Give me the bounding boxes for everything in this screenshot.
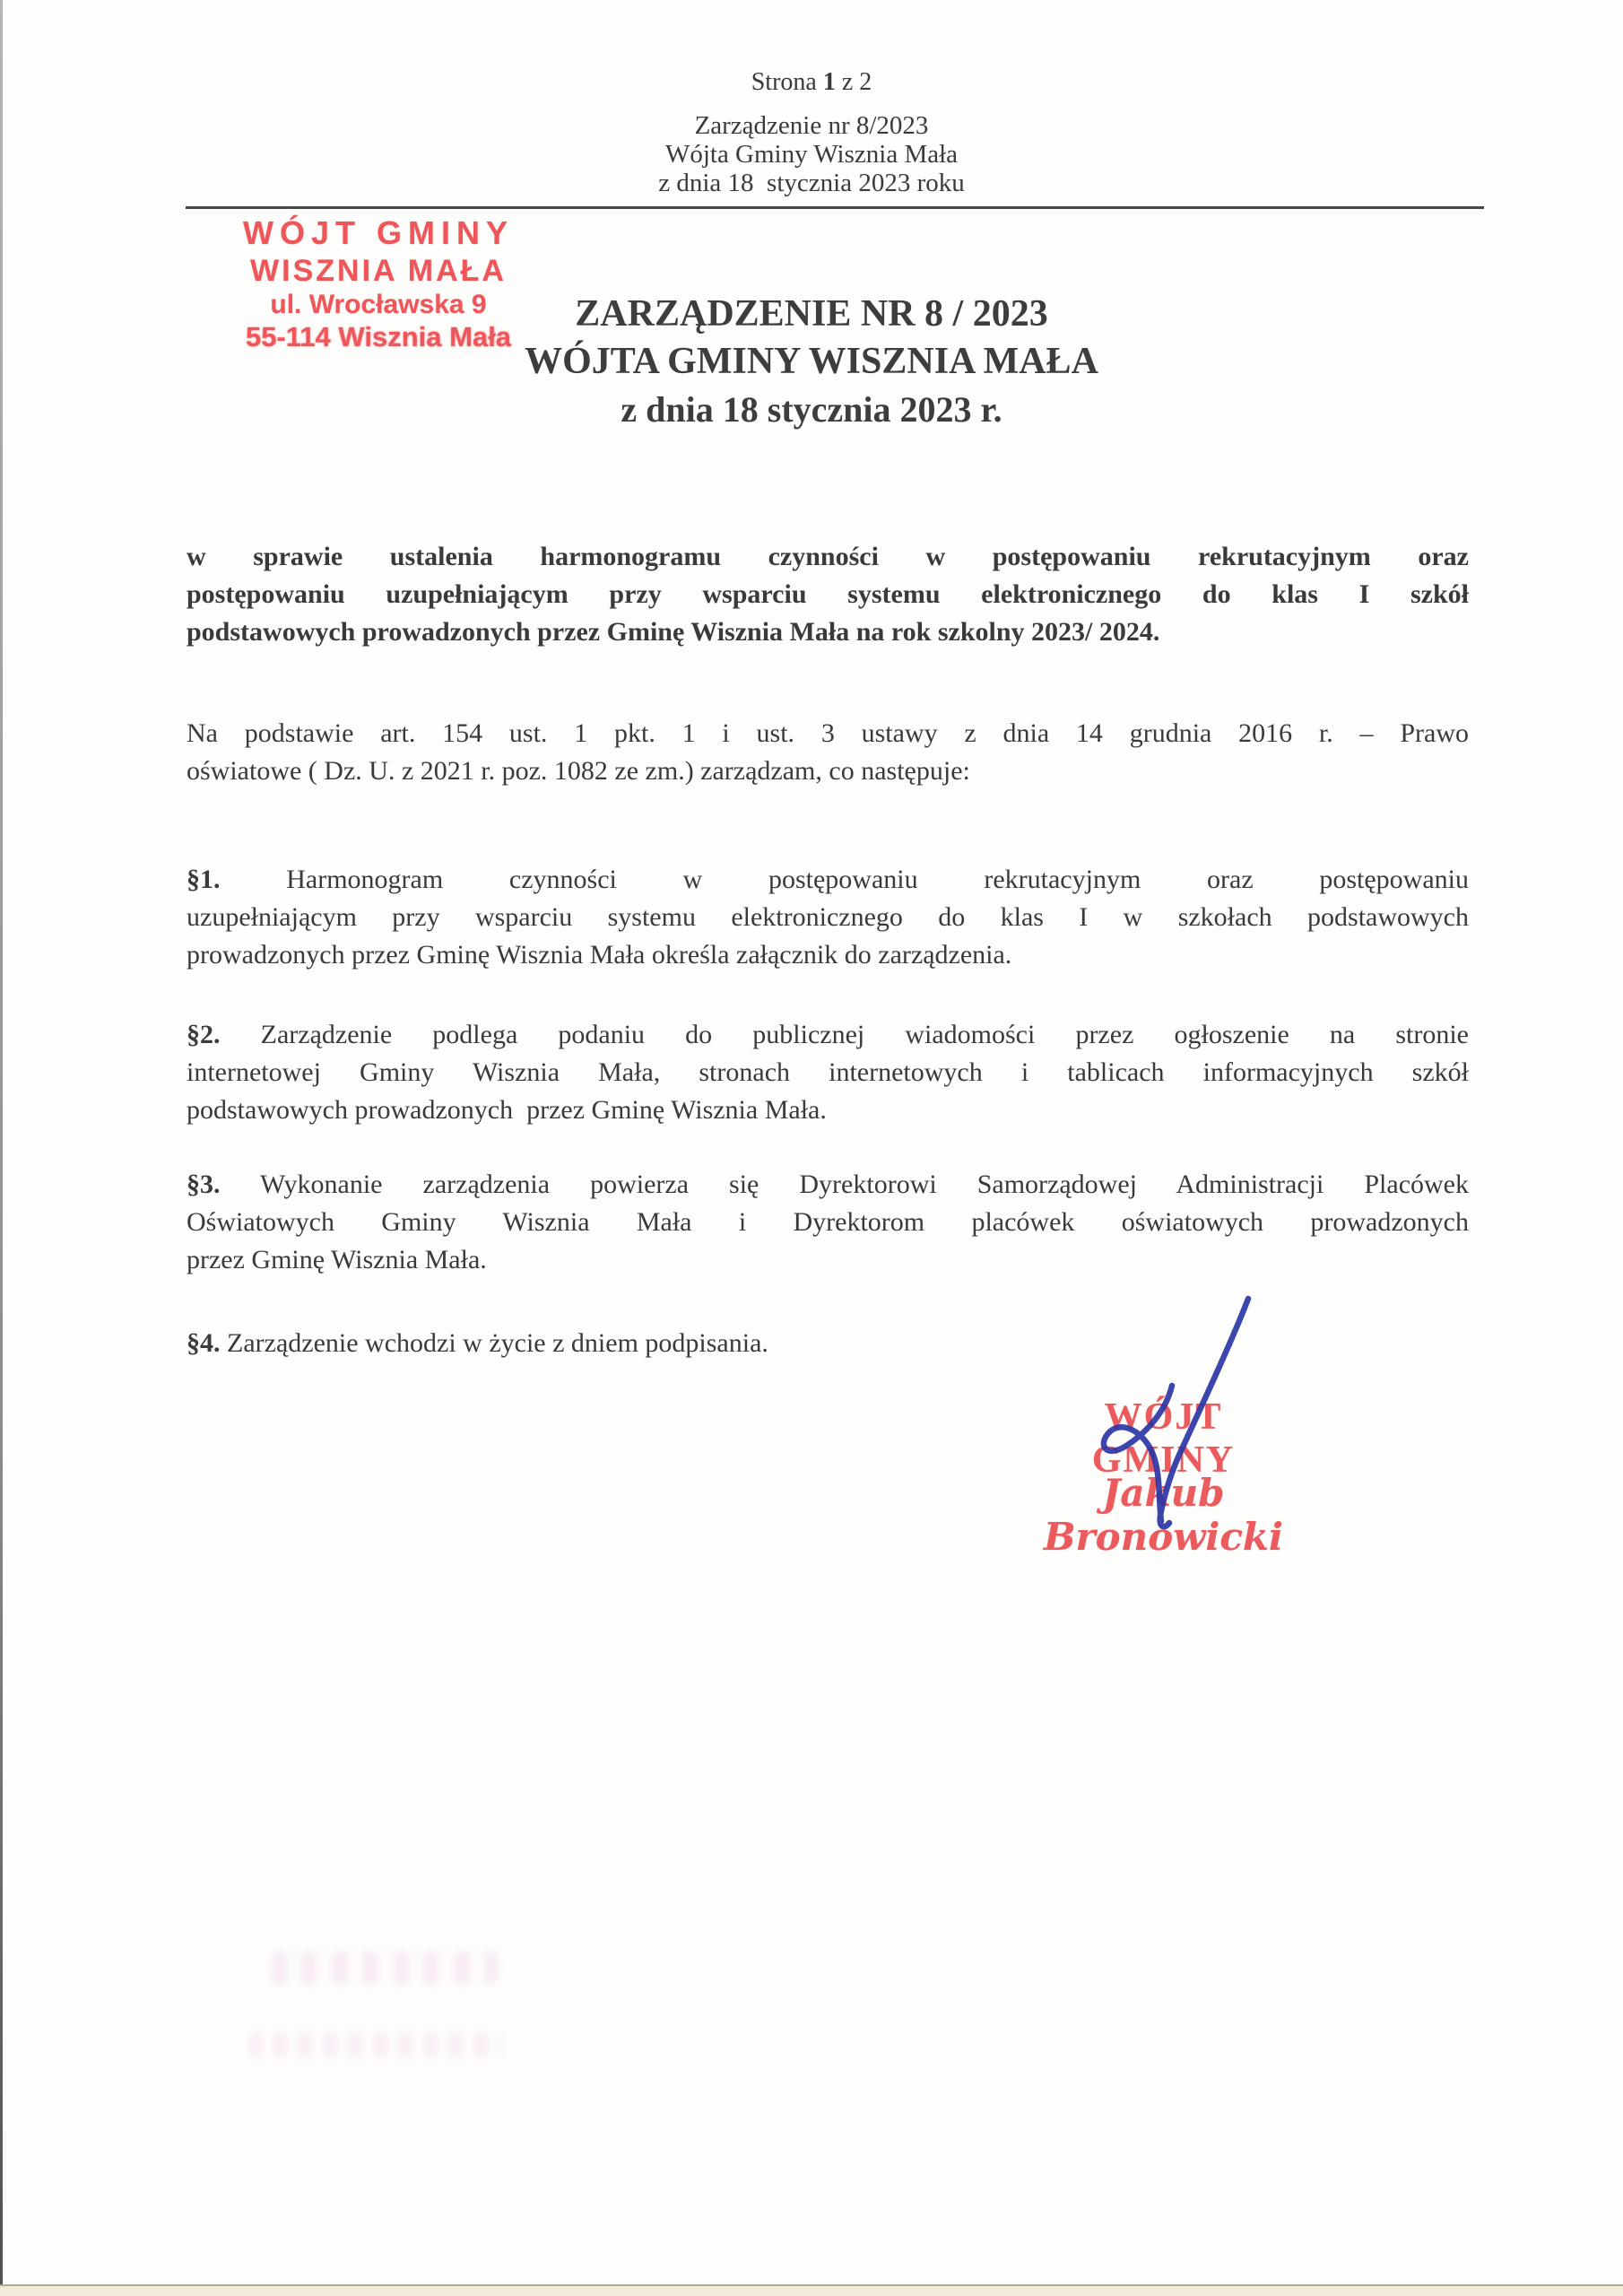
legal-basis-line-2: oświatowe ( Dz. U. z 2021 r. poz. 1082 ze zm.) zarządzam, co następuje: bbox=[187, 756, 970, 786]
stamp-street: ul. Wrocławska 9 bbox=[270, 290, 487, 319]
faint-ghost-stamp-line-1 bbox=[272, 1952, 498, 1984]
title-line-3: z dnia 18 stycznia 2023 r. bbox=[621, 389, 1002, 430]
legal-basis-paragraph bbox=[187, 715, 1469, 790]
doc-id-line-2: Wójta Gminy Wisznia Mała bbox=[664, 140, 959, 169]
title-line-1: ZARZĄDZENIE NR 8 / 2023 bbox=[575, 293, 1048, 335]
section-2-text-1: Zarządzenie podlega podaniu do publicznej wiadomości przez ogłoszenie na stronie bbox=[260, 1020, 1470, 1049]
stamp-postal-city: 55-114 Wisznia Mała bbox=[245, 321, 512, 352]
document-id-header bbox=[0, 111, 1623, 197]
section-4-text-1: Zarządzenie wchodzi w życie z dniem podpisania. bbox=[227, 1328, 768, 1358]
section-1-line-1 bbox=[187, 861, 1469, 899]
legal-basis-line-1: Na podstawie art. 154 ust. 1 pkt. 1 i ust. 3 ustawy z dnia 14 grudnia 2016 r. – Prawo bbox=[187, 718, 1469, 748]
section-4-line-1 bbox=[187, 1325, 1469, 1362]
section-2-symbol: §2. bbox=[187, 1020, 221, 1049]
section-1-line-2: uzupełniającym przy wsparciu systemu elektronicznego do klas I w szkołach podstawowych bbox=[187, 902, 1469, 932]
signature-name-stamp: Jakub Bronowicki bbox=[1044, 1471, 1283, 1559]
stamp-municipality: WISZNIA MAŁA bbox=[250, 254, 507, 288]
subject-paragraph bbox=[187, 538, 1469, 651]
section-1-symbol: §1. bbox=[187, 865, 221, 894]
scan-bottom-edge-strip bbox=[0, 2284, 1623, 2296]
page-number-post: z 2 bbox=[835, 68, 872, 96]
section-4-paragraph bbox=[187, 1325, 1469, 1362]
section-3-paragraph bbox=[187, 1166, 1469, 1279]
stamp-office-name: WÓJT GMINY bbox=[243, 214, 514, 251]
page-number bbox=[0, 68, 1623, 97]
section-3-line-2: Oświatowych Gminy Wisznia Mała i Dyrektorom placówek oświatowych prowadzonych bbox=[187, 1207, 1469, 1237]
section-1-line-3: prowadzonych przez Gminę Wisznia Mała określa załącznik do zarządzenia. bbox=[187, 940, 1012, 970]
section-3-line-3: przez Gminę Wisznia Mała. bbox=[187, 1245, 487, 1274]
section-3-line-1 bbox=[187, 1166, 1469, 1204]
subject-line-3: podstawowych prowadzonych przez Gminę Wisznia Mała na rok szkolny 2023/ 2024. bbox=[187, 617, 1160, 647]
section-4-symbol: §4. bbox=[187, 1328, 221, 1358]
signature-role-stamp: WÓJT GMINY bbox=[1091, 1396, 1236, 1481]
section-2-line-1 bbox=[187, 1016, 1469, 1054]
signature-loop-stroke bbox=[1104, 1386, 1172, 1521]
subject-line-1: w sprawie ustalenia harmonogramu czynności w postępowaniu rekrutacyjnym oraz bbox=[187, 542, 1469, 571]
section-2-line-3: podstawowych prowadzonych przez Gminę Wisznia Mała. bbox=[187, 1095, 827, 1125]
doc-id-line-1: Zarządzenie nr 8/2023 bbox=[694, 111, 929, 140]
title-line-2: WÓJTA GMINY WISZNIA MAŁA bbox=[525, 341, 1098, 382]
document-title bbox=[0, 291, 1623, 433]
doc-id-line-3: z dnia 18 stycznia 2023 roku bbox=[658, 169, 965, 197]
faint-ghost-stamp-line-2 bbox=[249, 2032, 502, 2057]
section-1-paragraph bbox=[187, 861, 1469, 974]
handwritten-signature-ink bbox=[1058, 1281, 1264, 1543]
header-divider-line bbox=[186, 206, 1484, 209]
signature-long-stroke bbox=[1160, 1299, 1248, 1526]
section-2-paragraph bbox=[187, 1016, 1469, 1129]
subject-line-2: postępowaniu uzupełniającym przy wsparciu systemu elektronicznego do klas I szkół bbox=[187, 579, 1469, 609]
page-number-current: 1 bbox=[822, 68, 836, 96]
section-3-symbol: §3. bbox=[187, 1170, 221, 1199]
section-2-line-2: internetowej Gminy Wisznia Mała, stronach internetowych i tablicach informacyjnych szkół bbox=[187, 1057, 1469, 1087]
section-3-text-1: Wykonanie zarządzenia powierza się Dyrektorowi Samorządowej Administracji Placówek bbox=[260, 1170, 1469, 1199]
section-1-text-1: Harmonogram czynności w postępowaniu rekrutacyjnym oraz postępowaniu bbox=[286, 865, 1470, 894]
page-number-pre: Strona bbox=[751, 68, 823, 96]
